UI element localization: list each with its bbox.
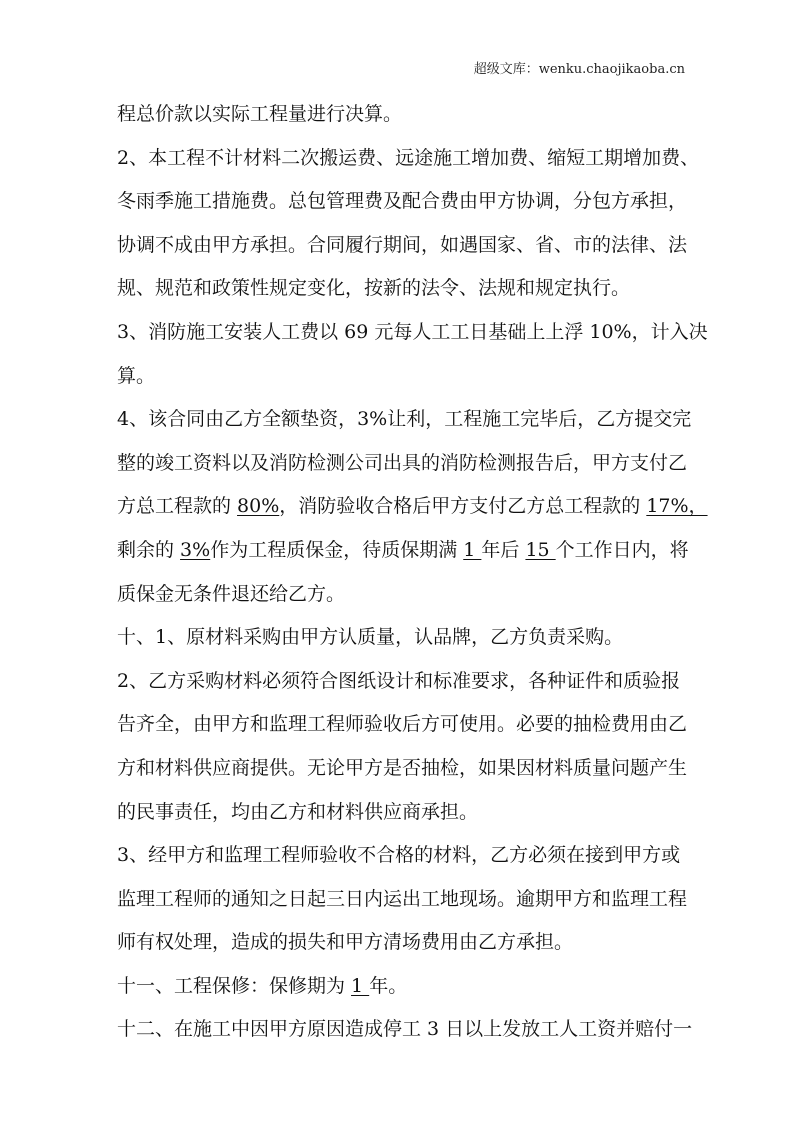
text-line	[117, 405, 692, 449]
text-line	[117, 144, 700, 188]
text-line	[117, 187, 688, 231]
text-line	[117, 928, 677, 972]
text-segment: 方和材料供应商提供。无论甲方是否抽检，如果因材料质量问题产生	[117, 756, 688, 779]
text-segment: 作为工程质保金，待质保期满	[210, 538, 464, 561]
text-segment: 程总价款以实际工程量进行决算。	[117, 103, 403, 125]
text-segment: ，消防验收合格后甲方支付乙方总工程款的	[279, 495, 647, 518]
text-line	[117, 972, 677, 1016]
text-line	[117, 841, 681, 885]
text-segment: 年后	[481, 538, 526, 561]
text-segment: 规、规范和政策性规定变化，按新的法令、法规和规定执行。	[117, 277, 631, 300]
text-line	[117, 667, 681, 711]
underlined-value: 15	[525, 538, 556, 561]
underlined-value: 17%，	[646, 495, 708, 518]
text-segment: 协调不成由甲方承担。合同履行期间，如遇国家、省、市的法律、法	[117, 233, 688, 256]
text-segment: 个工作日内，将	[555, 538, 689, 561]
text-line	[117, 710, 688, 754]
text-segment: 的民事责任，均由乙方和材料供应商承担。	[117, 800, 479, 823]
text-segment: 3、经甲方和监理工程师验收不合格的材料，乙方必须在接到甲方或	[117, 844, 681, 867]
text-line	[117, 1015, 693, 1059]
text-line	[117, 492, 708, 536]
text-segment: 2、本工程不计材料二次搬运费、远途施工增加费、缩短工期增加费、	[117, 146, 700, 169]
document-body	[117, 100, 708, 1059]
underlined-value: 1	[351, 974, 370, 997]
text-segment: 4、该合同由乙方全额垫资，3%让利，工程施工完毕后，乙方提交完	[117, 408, 692, 431]
text-segment: 年。	[369, 974, 408, 997]
text-segment: 整的竣工资料以及消防检测公司出具的消防检测报告后，甲方支付乙	[117, 451, 688, 474]
text-segment: 冬雨季施工措施费。总包管理费及配合费由甲方协调，分包方承担，	[117, 190, 688, 213]
text-line	[117, 100, 677, 144]
text-segment: 质保金无条件退还给乙方。	[117, 582, 346, 605]
text-segment: 3、消防施工安装人工费以 69 元每人工工日基础上上浮 10%，计入决	[117, 320, 708, 343]
text-segment: 算。	[117, 364, 156, 387]
page-header-watermark: 超级文库：wenku.chaojikaoba.cn	[473, 62, 685, 77]
text-line	[117, 623, 677, 667]
text-segment: 告齐全，由甲方和监理工程师验收后方可使用。必要的抽检费用由乙	[117, 713, 688, 736]
text-line	[117, 231, 688, 275]
text-line	[117, 885, 688, 929]
text-line	[117, 274, 677, 318]
text-line	[117, 798, 677, 842]
text-segment: 十一、工程保修：保修期为	[117, 974, 352, 997]
text-line	[117, 449, 688, 493]
text-segment: 监理工程师的通知之日起三日内运出工地现场。逾期甲方和监理工程	[117, 887, 688, 910]
text-line	[117, 536, 689, 580]
underlined-value: 3%	[180, 538, 211, 561]
text-line	[117, 362, 677, 406]
text-segment: 2、乙方采购材料必须符合图纸设计和标准要求，各种证件和质验报	[117, 669, 681, 692]
text-segment: 方总工程款的	[117, 495, 238, 518]
underlined-value: 1	[463, 538, 482, 561]
text-segment: 剩余的	[117, 538, 181, 561]
text-segment: 师有权处理，造成的损失和甲方清场费用由乙方承担。	[117, 931, 574, 954]
text-line	[117, 580, 677, 624]
text-line	[117, 318, 708, 362]
text-line	[117, 754, 688, 798]
underlined-value: 80%	[237, 495, 280, 518]
text-segment: 十、1、原材料采购由甲方认质量，认品牌，乙方负责采购。	[117, 626, 624, 649]
text-segment: 十二、在施工中因甲方原因造成停工 3 日以上发放工人工资并赔付一	[117, 1018, 693, 1041]
